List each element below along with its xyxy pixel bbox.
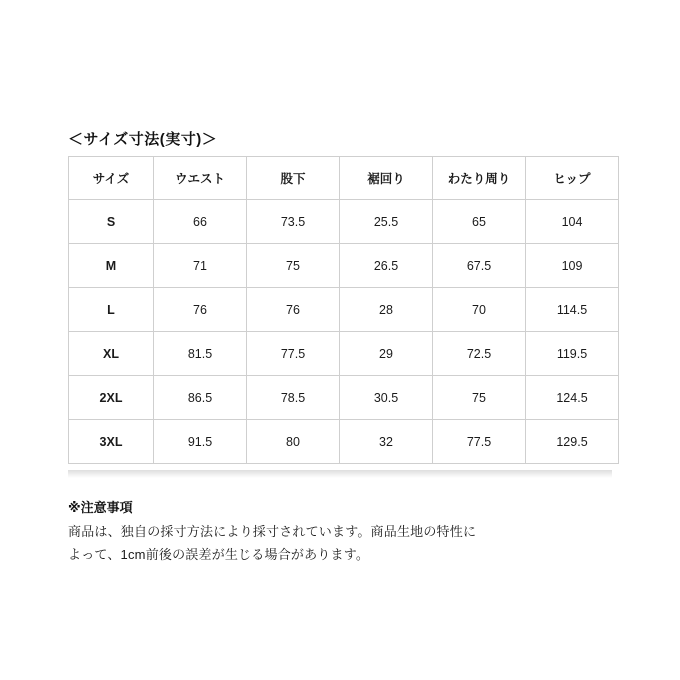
notice-line-1: 商品は、独自の採寸方法により採寸されています。商品生地の特性に [68, 524, 477, 539]
cell-hip: 104 [526, 200, 619, 244]
cell-waist: 81.5 [154, 332, 247, 376]
cell-thigh: 65 [433, 200, 526, 244]
size-table [68, 156, 619, 464]
column-header-hem: 裾回り [340, 157, 433, 200]
cell-size: 2XL [69, 376, 154, 420]
table-row [69, 420, 619, 464]
cell-waist: 91.5 [154, 420, 247, 464]
cell-hem: 32 [340, 420, 433, 464]
notice-line-2: よって、1cm前後の誤差が生じる場合があります。 [68, 547, 370, 562]
cell-size: XL [69, 332, 154, 376]
cell-inseam: 76 [247, 288, 340, 332]
cell-size: M [69, 244, 154, 288]
cell-hem: 29 [340, 332, 433, 376]
cell-inseam: 75 [247, 244, 340, 288]
cell-inseam: 77.5 [247, 332, 340, 376]
table-row [69, 244, 619, 288]
column-header-waist: ウエスト [154, 157, 247, 200]
column-header-thigh: わたり周り [433, 157, 526, 200]
column-header-inseam: 股下 [247, 157, 340, 200]
table-row [69, 288, 619, 332]
cell-hem: 28 [340, 288, 433, 332]
cell-hem: 25.5 [340, 200, 433, 244]
cell-thigh: 70 [433, 288, 526, 332]
cell-inseam: 80 [247, 420, 340, 464]
cell-hip: 124.5 [526, 376, 619, 420]
cell-inseam: 73.5 [247, 200, 340, 244]
cell-hip: 109 [526, 244, 619, 288]
table-row [69, 376, 619, 420]
cell-size: 3XL [69, 420, 154, 464]
cell-hip: 129.5 [526, 420, 619, 464]
cell-thigh: 75 [433, 376, 526, 420]
column-header-size: サイズ [69, 157, 154, 200]
cell-thigh: 72.5 [433, 332, 526, 376]
cell-thigh: 67.5 [433, 244, 526, 288]
table-header [69, 157, 619, 200]
cell-waist: 86.5 [154, 376, 247, 420]
cell-thigh: 77.5 [433, 420, 526, 464]
notice-title: ※注意事項 [68, 500, 133, 515]
notice-block [68, 498, 628, 566]
table-row [69, 200, 619, 244]
table-shadow-divider [68, 470, 612, 478]
cell-waist: 76 [154, 288, 247, 332]
size-table-container [68, 156, 612, 464]
cell-hem: 30.5 [340, 376, 433, 420]
column-header-hip: ヒップ [526, 157, 619, 200]
cell-size: L [69, 288, 154, 332]
page-title: ＜サイズ寸法(実寸)＞ [68, 131, 218, 148]
table-row [69, 332, 619, 376]
cell-hem: 26.5 [340, 244, 433, 288]
cell-waist: 71 [154, 244, 247, 288]
table-body [69, 200, 619, 464]
cell-inseam: 78.5 [247, 376, 340, 420]
cell-hip: 119.5 [526, 332, 619, 376]
table-header-row [69, 157, 619, 200]
cell-hip: 114.5 [526, 288, 619, 332]
cell-waist: 66 [154, 200, 247, 244]
cell-size: S [69, 200, 154, 244]
